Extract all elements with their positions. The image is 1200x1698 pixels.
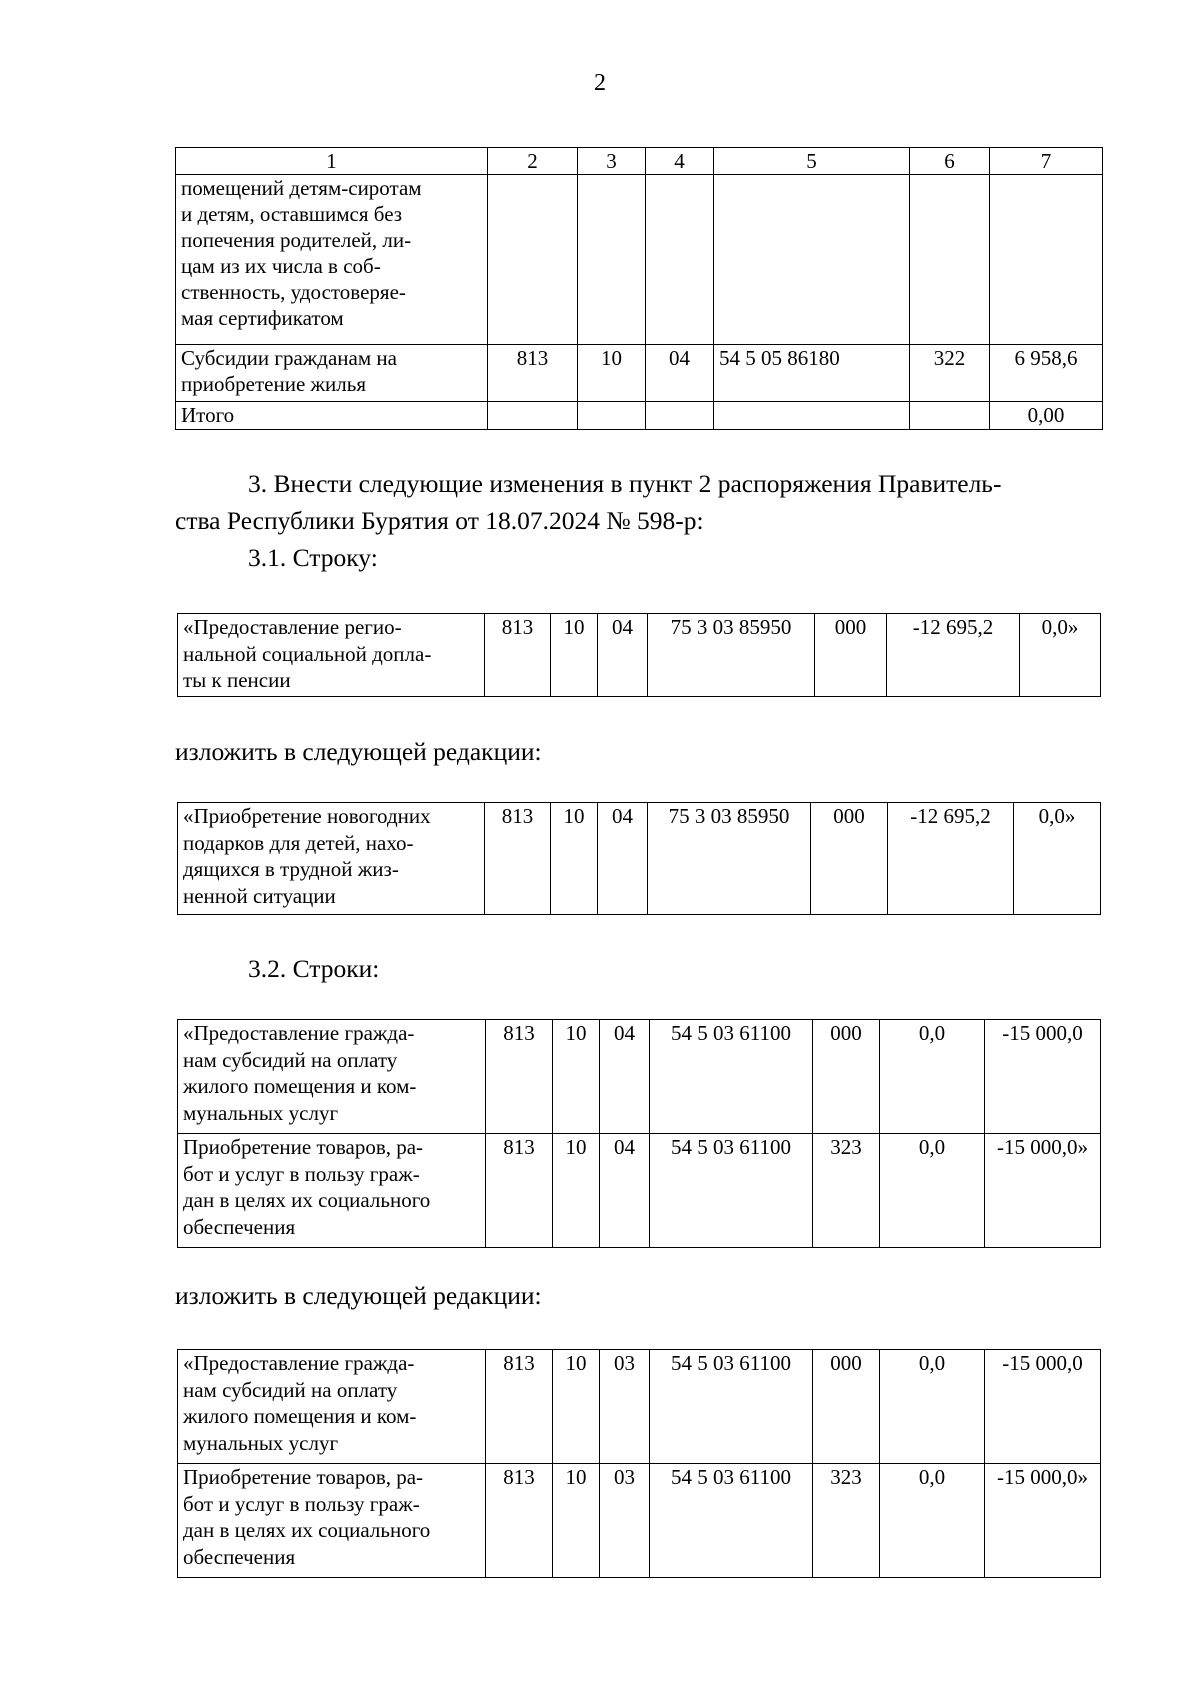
text-line: бот и услуг в пользу граж-	[183, 1161, 420, 1186]
text-line: мая сертификатом	[181, 306, 344, 330]
text-line: мунальных услуг	[183, 1430, 339, 1455]
cell-ministry: 813	[486, 1350, 553, 1464]
row-description	[178, 1134, 486, 1248]
table-row-total	[176, 402, 1103, 430]
text-line: «Предоставление гражда-	[183, 1021, 415, 1045]
page-number: 2	[594, 70, 606, 96]
empty-cell	[990, 175, 1103, 345]
cell-section: 10	[578, 345, 646, 402]
edit-label: изложить в следующей редакции:	[175, 1281, 542, 1310]
empty-cell	[488, 402, 578, 430]
text-line: нальной социальной допла-	[183, 641, 432, 666]
text-line: ненной ситуации	[183, 883, 336, 908]
cell-ministry: 813	[488, 345, 578, 402]
text-line: подарков для детей, нахо-	[183, 830, 414, 855]
text-line: «Приобретение новогодних	[183, 804, 431, 828]
row-description	[176, 175, 488, 345]
cell-expense-type: 323	[813, 1464, 880, 1578]
header-cell: 5	[714, 148, 910, 175]
cell-ministry: 813	[486, 1020, 553, 1134]
main-table	[175, 147, 1103, 430]
table-row	[178, 1464, 1101, 1578]
text-line: Субсидии гражданам на	[181, 346, 397, 370]
cell-subsection: 03	[600, 1464, 650, 1578]
cell-amount: 0,0	[880, 1020, 985, 1134]
text-line: нам субсидий на оплату	[183, 1047, 398, 1072]
text-line: Приобретение товаров, ра-	[183, 1135, 424, 1159]
cell-section: 10	[551, 614, 598, 697]
total-label: Итого	[176, 402, 488, 430]
cell-target-code: 75 3 03 85950	[648, 803, 811, 915]
cell-expense-type: 000	[811, 803, 888, 915]
text-line: дан в целях их социального	[183, 1188, 431, 1212]
cell-amount: 0,0»	[1020, 614, 1101, 697]
table-3-1-old	[177, 613, 1101, 697]
table-row	[178, 614, 1101, 697]
cell-section: 10	[553, 1350, 600, 1464]
text-line: помещений детям-сиротам	[181, 176, 422, 200]
row-description	[178, 614, 485, 697]
header-cell: 1	[176, 148, 488, 175]
cell-subsection: 04	[598, 614, 648, 697]
cell-amount: 6 958,6	[990, 345, 1103, 402]
text-line: «Предоставление регио-	[183, 615, 402, 639]
cell-target-code: 75 3 03 85950	[648, 614, 815, 697]
cell-target-code: 54 5 03 61100	[650, 1134, 813, 1248]
empty-cell	[578, 175, 646, 345]
cell-expense-type: 000	[813, 1020, 880, 1134]
total-amount: 0,00	[990, 402, 1103, 430]
empty-cell	[578, 402, 646, 430]
cell-target-code: 54 5 03 61100	[650, 1350, 813, 1464]
header-cell: 2	[488, 148, 578, 175]
cell-amount: 0,0	[880, 1134, 985, 1248]
row-description	[178, 1350, 486, 1464]
text-line: нам субсидий на оплату	[183, 1377, 398, 1402]
cell-amount: 0,0»	[1014, 803, 1101, 915]
text-line: попечения родителей, ли-	[181, 228, 412, 252]
paragraph-3-2-heading: 3.2. Строки:	[248, 954, 380, 983]
cell-expense-type: 322	[910, 345, 990, 402]
table-3-1-new	[177, 802, 1101, 915]
cell-amount: -15 000,0	[985, 1350, 1101, 1464]
cell-ministry: 813	[486, 1464, 553, 1578]
cell-expense-type: 000	[813, 1350, 880, 1464]
empty-cell	[910, 175, 990, 345]
header-cell: 6	[910, 148, 990, 175]
table-3-2-old	[177, 1019, 1101, 1248]
paragraph-line: 3. Внести следующие изменения в пункт 2 распоряжения Правитель-	[248, 469, 1002, 498]
table-row	[178, 1350, 1101, 1464]
empty-cell	[488, 175, 578, 345]
paragraph-line: ства Республики Бурятия от 18.07.2024 № 598-р:	[175, 506, 704, 535]
empty-cell	[646, 175, 714, 345]
cell-target-code: 54 5 03 61100	[650, 1464, 813, 1578]
paragraph-3	[175, 465, 1001, 539]
text-line: жилого помещения и ком-	[183, 1404, 417, 1428]
text-line: мунальных услуг	[183, 1100, 339, 1125]
cell-subsection: 04	[600, 1020, 650, 1134]
cell-amount: -12 695,2	[888, 803, 1014, 915]
row-description	[178, 1020, 486, 1134]
cell-amount: -12 695,2	[887, 614, 1020, 697]
text-line: приобретение жилья	[181, 372, 366, 396]
text-line: обеспечения	[183, 1544, 296, 1569]
cell-subsection: 04	[600, 1134, 650, 1248]
text-line: дящихся в трудной жиз-	[183, 857, 399, 881]
row-description	[176, 345, 488, 402]
cell-ministry: 813	[486, 1134, 553, 1248]
cell-subsection: 04	[598, 803, 648, 915]
table-row	[178, 803, 1101, 915]
header-cell: 4	[646, 148, 714, 175]
cell-amount: -15 000,0»	[985, 1464, 1101, 1578]
cell-ministry: 813	[485, 803, 551, 915]
cell-expense-type: 323	[813, 1134, 880, 1248]
cell-expense-type: 000	[815, 614, 887, 697]
text-line: обеспечения	[183, 1214, 296, 1239]
table-header-row	[176, 148, 1103, 175]
text-line: и детям, оставшимся без	[181, 202, 403, 226]
table-row	[176, 175, 1103, 345]
header-cell: 7	[990, 148, 1103, 175]
text-line: ты к пенсии	[183, 668, 291, 692]
header-cell: 3	[578, 148, 646, 175]
cell-amount: -15 000,0	[985, 1020, 1101, 1134]
cell-section: 10	[553, 1134, 600, 1248]
cell-target-code: 54 5 03 61100	[650, 1020, 813, 1134]
empty-cell	[714, 402, 910, 430]
cell-ministry: 813	[485, 614, 551, 697]
table-row	[176, 345, 1103, 402]
text-line: дан в целях их социального	[183, 1518, 431, 1542]
edit-label: изложить в следующей редакции:	[175, 737, 542, 766]
cell-section: 10	[553, 1464, 600, 1578]
cell-section: 10	[553, 1020, 600, 1134]
text-line: ственность, удостоверяе-	[181, 280, 406, 304]
cell-subsection: 04	[646, 345, 714, 402]
row-description	[178, 1464, 486, 1578]
text-line: «Предоставление гражда-	[183, 1351, 415, 1375]
cell-amount: -15 000,0»	[985, 1134, 1101, 1248]
text-line: жилого помещения и ком-	[183, 1074, 417, 1098]
text-line: цам из их числа в соб-	[181, 254, 381, 278]
row-description	[178, 803, 485, 915]
text-line: Приобретение товаров, ра-	[183, 1465, 424, 1489]
cell-amount: 0,0	[880, 1464, 985, 1578]
cell-amount: 0,0	[880, 1350, 985, 1464]
paragraph-3-1-heading: 3.1. Строку:	[248, 543, 378, 572]
table-3-2-new	[177, 1349, 1101, 1578]
empty-cell	[714, 175, 910, 345]
text-line: бот и услуг в пользу граж-	[183, 1491, 420, 1516]
empty-cell	[910, 402, 990, 430]
table-row	[178, 1020, 1101, 1134]
table-row	[178, 1134, 1101, 1248]
cell-subsection: 03	[600, 1350, 650, 1464]
cell-target-code: 54 5 05 86180	[714, 345, 910, 402]
cell-section: 10	[551, 803, 598, 915]
empty-cell	[646, 402, 714, 430]
